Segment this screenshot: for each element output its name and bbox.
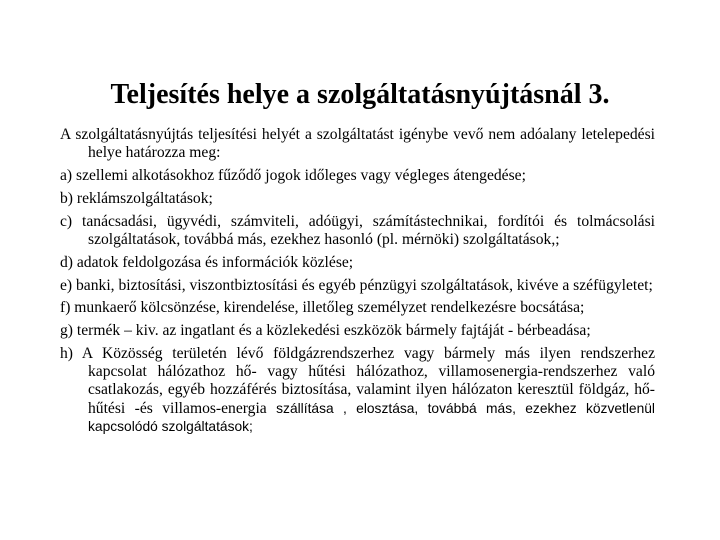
list-item-e: e) banki, biztosítási, viszontbiztosítási és egyéb pénzügyi szolgáltatások, kivéve a széfügyletet;: [60, 276, 653, 294]
list-item-h: [60, 345, 655, 436]
list-item-g: g) termék – kiv. az ingatlant és a közlekedési eszközök bármely fajtáját - bérbeadása;: [60, 322, 591, 340]
list-item-d: d) adatok feldolgozása és információk közlése;: [60, 253, 354, 271]
slide-body: [60, 126, 655, 441]
list-item-c: c) tanácsadási, ügyvédi, számviteli, adóügyi, számítástechnikai, fordítói és tolmácsolási szolgáltatások, továbbá más, ezekhez hasonló (pl. mérnöki) szolgáltatások,;: [60, 212, 655, 248]
list-item-a: a) szellemi alkotásokhoz fűződő jogok időleges vagy végleges átengedése;: [60, 167, 526, 185]
list-item-h-tail: szállítása , elosztása, továbbá más, ezekhez közvetlenül kapcsolódó szolgáltatások;: [88, 400, 656, 434]
slide-title: Teljesítés helye a szolgáltatásnyújtásnál 3.: [110, 79, 610, 110]
intro-paragraph: A szolgáltatásnyújtás teljesítési helyét a szolgáltatást igénybe vevő nem adóalany letelepedési helye határozza meg:: [60, 126, 655, 162]
list-item-h-main: h) A Közösség területén lévő földgázrendszerhez vagy bármely más ilyen rendszerhez kapcsolat hálózathoz hő- vagy hűtési hálózathoz, villamosenergia-rendszerhez való csatlakozás, egyéb hozzáférés biztosítása, valamint ilyen hálózaton keresztül földgáz, hő- hűtési -és villamos-energia: [60, 344, 655, 417]
list-item-b: b) reklámszolgáltatások;: [60, 190, 213, 207]
list-item-f: f) munkaerő kölcsönzése, kirendelése, illetőleg személyzet rendelkezésre bocsátása;: [60, 299, 585, 317]
